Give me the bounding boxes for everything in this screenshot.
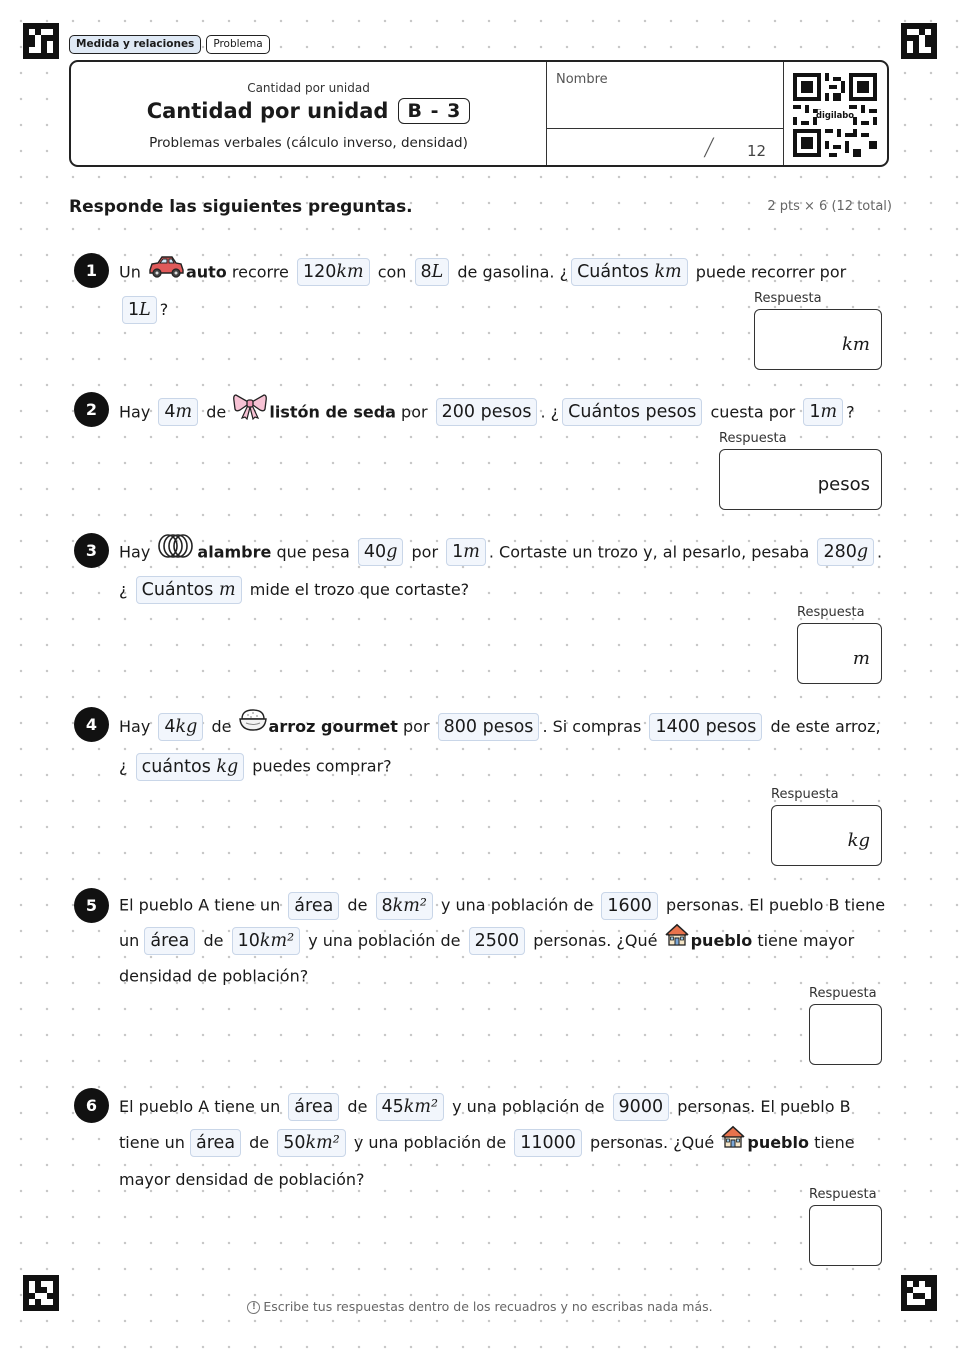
answer-label: Respuesta bbox=[809, 986, 877, 1001]
value: 800 bbox=[443, 717, 478, 737]
header-subtitle: Cantidad por unidad bbox=[247, 81, 370, 95]
ask-box bbox=[562, 398, 702, 426]
question-text bbox=[119, 533, 891, 607]
unit: pesos bbox=[482, 717, 534, 737]
text-segment: personas. El pueblo B tiene un bbox=[119, 1097, 851, 1152]
question-text bbox=[119, 888, 891, 993]
unit: pesos bbox=[705, 717, 757, 737]
answer-box[interactable] bbox=[797, 623, 882, 684]
text-segment: recorre bbox=[231, 262, 289, 282]
value-box bbox=[376, 1093, 445, 1121]
value: 4 bbox=[164, 717, 176, 737]
value-box bbox=[122, 296, 157, 324]
text-segment: con bbox=[377, 262, 407, 282]
value-box bbox=[446, 538, 486, 566]
text-segment: tiene mayor densidad de población? bbox=[119, 1133, 855, 1189]
question-number: 3 bbox=[74, 533, 109, 568]
tag-row bbox=[69, 35, 270, 54]
unit: kg bbox=[216, 756, 239, 777]
text-segment: . Cortaste un trozo y, al pesarlo, pesaba bbox=[488, 542, 810, 562]
answer-label: Respuesta bbox=[754, 291, 822, 306]
text-segment: y una población de bbox=[353, 1133, 507, 1152]
qr-code-icon bbox=[793, 73, 877, 157]
object-label: listón de seda bbox=[269, 402, 396, 422]
answer-box[interactable] bbox=[771, 805, 882, 866]
answer-box[interactable] bbox=[809, 1205, 882, 1266]
text-segment: que pesa bbox=[276, 542, 350, 562]
value-box bbox=[158, 398, 198, 426]
value-box bbox=[438, 713, 540, 741]
unit: km² bbox=[259, 930, 295, 951]
value: 1 bbox=[452, 542, 464, 562]
value-box bbox=[376, 892, 433, 920]
answer-unit: pesos bbox=[817, 474, 870, 495]
text-segment: puedes comprar? bbox=[252, 756, 392, 776]
text-segment: de bbox=[203, 930, 224, 950]
area-box bbox=[190, 1129, 241, 1157]
text-segment: de este arroz, ¿ bbox=[119, 717, 881, 776]
value: 4 bbox=[164, 402, 176, 422]
answer-unit: kg bbox=[847, 830, 870, 851]
value: 2500 bbox=[474, 930, 520, 951]
answer-label: Respuesta bbox=[771, 787, 839, 802]
answer-label: Respuesta bbox=[797, 605, 865, 620]
ask-box bbox=[136, 753, 245, 781]
corner-marker-top-right bbox=[901, 23, 937, 59]
text-segment: de gasolina. ¿ bbox=[457, 262, 569, 282]
value-box bbox=[514, 1129, 582, 1157]
text-segment: Hay bbox=[119, 402, 151, 422]
header-description: Problemas verbales (cálculo inverso, densidad) bbox=[149, 135, 468, 151]
value: 1600 bbox=[607, 895, 652, 916]
corner-marker-top-left bbox=[23, 23, 59, 59]
value: 120 bbox=[303, 262, 337, 282]
answer-label: Respuesta bbox=[809, 1187, 877, 1202]
unit: g bbox=[386, 542, 398, 562]
text-segment: y una población de bbox=[440, 895, 594, 915]
info-icon: ! bbox=[247, 1301, 260, 1314]
footer-note bbox=[0, 1299, 960, 1314]
unit: pesos bbox=[480, 402, 532, 422]
text-segment: por bbox=[411, 542, 439, 562]
text-segment: y una población de bbox=[308, 930, 461, 950]
ask-box bbox=[136, 576, 242, 604]
text-segment: El pueblo A tiene un bbox=[119, 1097, 281, 1116]
header-divider bbox=[547, 128, 783, 129]
value-box bbox=[297, 258, 370, 286]
text-segment: Un bbox=[119, 262, 141, 282]
text-segment: de bbox=[347, 1097, 368, 1116]
ask-word: Cuántos pesos bbox=[568, 402, 697, 422]
score-total: 12 bbox=[747, 142, 767, 160]
value-box bbox=[277, 1129, 346, 1157]
ribbon-icon bbox=[232, 392, 268, 432]
text-segment: puede recorrer por bbox=[695, 262, 847, 282]
value: 8 bbox=[420, 262, 432, 282]
value: 45 bbox=[381, 1096, 404, 1117]
instructions: Responde las siguientes preguntas. bbox=[69, 197, 413, 217]
topic-tag: Medida y relaciones bbox=[69, 35, 201, 54]
text-segment: de bbox=[249, 1133, 270, 1152]
value-box bbox=[469, 927, 526, 955]
text-segment: ? bbox=[159, 300, 169, 319]
text-segment: personas. ¿Qué bbox=[590, 1133, 715, 1152]
text-segment: Hay bbox=[119, 717, 151, 736]
page-title: Cantidad por unidad bbox=[146, 99, 389, 123]
ask-word: Cuántos bbox=[141, 579, 214, 600]
value: 1 bbox=[128, 299, 140, 320]
area-word: área bbox=[294, 895, 334, 916]
value: 200 bbox=[441, 402, 476, 422]
ask-word: cuántos bbox=[141, 756, 211, 777]
area-word: área bbox=[150, 930, 190, 951]
text-segment: por bbox=[401, 402, 428, 422]
unit: km bbox=[336, 262, 364, 282]
value-box bbox=[415, 258, 450, 286]
value: 50 bbox=[283, 1132, 306, 1153]
wire-coil-icon bbox=[156, 533, 196, 571]
question-text bbox=[119, 707, 891, 786]
text-segment: El pueblo A tiene un bbox=[119, 895, 281, 915]
text-segment: . Si compras bbox=[542, 717, 642, 736]
text-segment: ? bbox=[846, 402, 855, 422]
area-box bbox=[288, 1093, 339, 1121]
unit: m bbox=[820, 402, 838, 422]
answer-unit: m bbox=[852, 648, 870, 669]
question-number: 1 bbox=[74, 253, 109, 288]
ask-word: Cuántos bbox=[577, 262, 649, 282]
question-number: 4 bbox=[74, 707, 109, 742]
value-box bbox=[158, 713, 203, 741]
area-word: área bbox=[196, 1132, 236, 1153]
question-number: 2 bbox=[74, 392, 109, 427]
object-label: auto bbox=[185, 262, 227, 282]
name-score-area bbox=[546, 62, 784, 165]
worksheet-code: B - 3 bbox=[398, 98, 470, 124]
name-label: Nombre bbox=[556, 72, 608, 87]
unit: L bbox=[431, 262, 444, 282]
area-box bbox=[144, 927, 195, 955]
text-segment: . ¿ bbox=[119, 542, 883, 599]
value-box bbox=[613, 1093, 670, 1121]
object-label: arroz gourmet bbox=[268, 717, 398, 736]
text-segment: Hay bbox=[119, 542, 151, 562]
value-box bbox=[601, 892, 658, 920]
text-segment: . ¿ bbox=[540, 402, 560, 422]
kind-tag: Problema bbox=[206, 35, 269, 54]
text-segment: de bbox=[206, 402, 227, 422]
question-text bbox=[119, 392, 891, 432]
score-slash: / bbox=[702, 133, 716, 161]
worksheet-header bbox=[69, 60, 889, 167]
unit: m bbox=[463, 542, 480, 562]
text-segment: cuesta por bbox=[710, 402, 796, 422]
unit: kg bbox=[175, 717, 198, 737]
answer-unit: km bbox=[842, 334, 870, 355]
text-segment: por bbox=[403, 717, 430, 736]
value: 40 bbox=[363, 542, 387, 562]
value-box bbox=[817, 538, 874, 566]
answer-box[interactable] bbox=[809, 1004, 882, 1065]
area-word: área bbox=[294, 1096, 334, 1117]
answer-box[interactable] bbox=[754, 309, 882, 370]
question-number: 6 bbox=[74, 1088, 109, 1123]
value: 11000 bbox=[520, 1132, 576, 1153]
rice-bowl-icon bbox=[238, 707, 268, 747]
text-segment: y una población de bbox=[452, 1097, 605, 1116]
unit: km² bbox=[305, 1132, 340, 1153]
value: 10 bbox=[237, 930, 260, 951]
unit: L bbox=[139, 299, 151, 320]
text-segment: personas. El pueblo B tiene un bbox=[119, 895, 886, 950]
text-segment: de bbox=[347, 895, 368, 915]
house-icon bbox=[720, 1125, 746, 1161]
unit: km² bbox=[403, 1096, 439, 1117]
value-box bbox=[358, 538, 403, 566]
points-info: 2 pts × 6 (12 total) bbox=[767, 199, 892, 214]
text-segment: de bbox=[211, 717, 232, 736]
value: 280 bbox=[823, 542, 857, 562]
header-title-row bbox=[71, 98, 546, 124]
car-icon bbox=[147, 253, 185, 291]
unit: g bbox=[856, 542, 869, 562]
value: 9000 bbox=[618, 1096, 664, 1117]
ask-box bbox=[571, 258, 688, 286]
value: 1400 bbox=[655, 717, 700, 737]
unit: km bbox=[654, 262, 682, 282]
unit: m bbox=[175, 402, 193, 422]
question-number: 5 bbox=[74, 888, 109, 923]
value-box bbox=[803, 398, 843, 426]
value: 1 bbox=[809, 402, 821, 422]
text-segment: tiene mayor densidad de población? bbox=[119, 930, 855, 985]
house-icon bbox=[664, 923, 690, 959]
value: 8 bbox=[381, 895, 393, 916]
qr-brand-text: digilabo bbox=[815, 109, 855, 120]
text-segment: mide el trozo que cortaste? bbox=[249, 580, 470, 599]
unit: m bbox=[218, 579, 236, 600]
unit: km² bbox=[392, 895, 427, 916]
text-segment: personas. ¿Qué bbox=[533, 930, 658, 950]
value-box bbox=[649, 713, 762, 741]
answer-label: Respuesta bbox=[719, 431, 787, 446]
object-label: alambre bbox=[197, 542, 272, 562]
value-box bbox=[232, 927, 301, 955]
question-text bbox=[119, 1088, 891, 1197]
footer-text: Escribe tus respuestas dentro de los recuadros y no escribas nada más. bbox=[263, 1299, 713, 1314]
value-box bbox=[436, 398, 538, 426]
object-label: pueblo bbox=[747, 1133, 809, 1152]
area-box bbox=[288, 892, 339, 920]
object-label: pueblo bbox=[690, 930, 753, 950]
answer-box[interactable] bbox=[719, 449, 882, 510]
header-title-area bbox=[71, 62, 546, 165]
